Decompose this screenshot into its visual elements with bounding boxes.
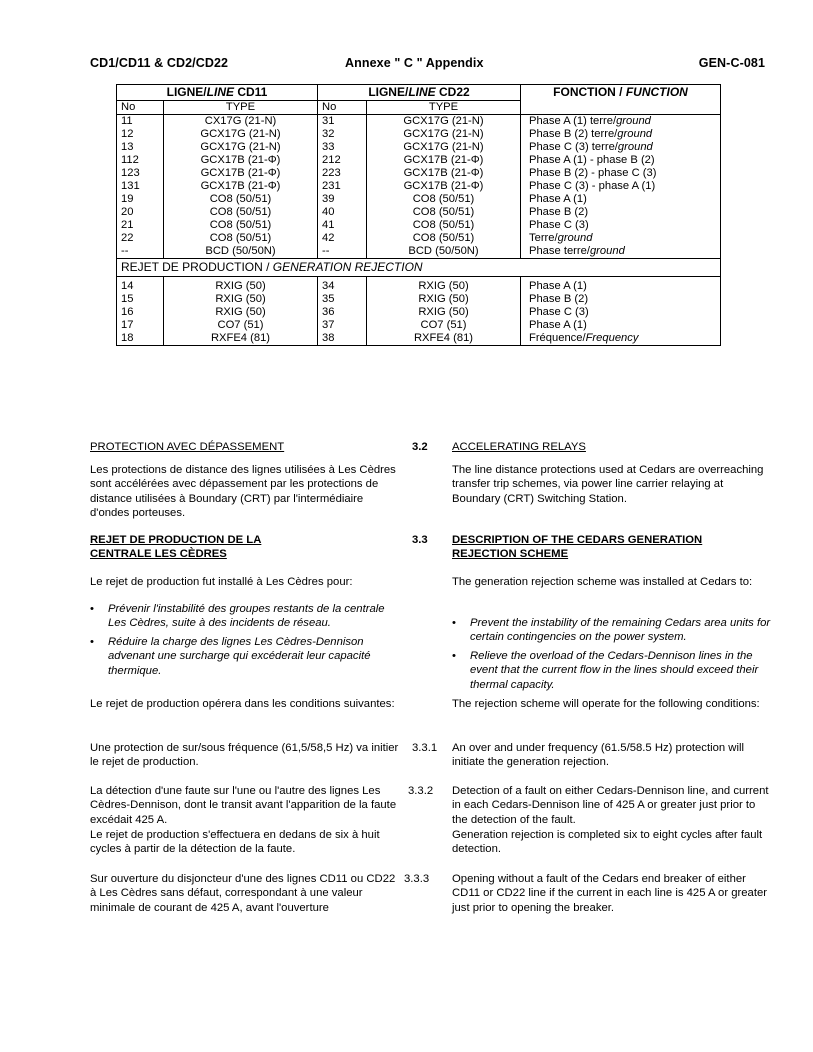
table-row <box>117 319 721 332</box>
cell-cd11-type: CO7 (51) <box>164 319 318 332</box>
relay-table <box>116 84 721 346</box>
cell-cd11-type: BCD (50/50N) <box>164 245 318 259</box>
en-paragraph-accelerating: The line distance protections used at Cedars are overreaching transfer trip schemes, via power line carrier relaying at Boundary (CRT) Switching Station. <box>452 464 764 505</box>
cell-cd11-type: CO8 (50/51) <box>164 232 318 245</box>
cell-cd11-type: GCX17G (21-N) <box>164 141 318 154</box>
table-row <box>117 332 721 346</box>
cell-cd11-type: GCX17B (21-Φ) <box>164 180 318 193</box>
cell-cd22-number: 33 <box>318 141 367 154</box>
en-paragraph-fault-detection: Detection of a fault on either Cedars-Dennison line, and current in each Cedars-Dennison line of 425 A or greater just prior to the detection of the fault. <box>452 785 769 826</box>
cell-cd11-number: 21 <box>117 219 164 232</box>
cell-cd22-type: RXFE4 (81) <box>367 332 521 346</box>
header-appendix: Annexe " C " Appendix <box>345 56 484 70</box>
fr-paragraph-timing: Le rejet de production s'effectuera en dedans de six à huit cycles à partir de la détection de la faute. <box>90 829 380 856</box>
table-row <box>117 206 721 219</box>
cell-function: Phase C (3) <box>521 306 721 319</box>
en-bullet-item: • Prevent the instability of the remaining Cedars area units for certain contingencies on the power system. <box>452 616 772 645</box>
cell-cd22-type: CO8 (50/51) <box>367 193 521 206</box>
table-row <box>117 193 721 206</box>
cell-cd22-number: 36 <box>318 306 367 319</box>
cell-function: Fréquence/Frequency <box>521 332 721 346</box>
cell-cd11-type: CO8 (50/51) <box>164 206 318 219</box>
cell-cd22-type: RXIG (50) <box>367 277 521 294</box>
cell-cd22-number: 31 <box>318 115 367 129</box>
en-paragraph-conditions: The rejection scheme will operate for the following conditions: <box>452 698 760 710</box>
table-row <box>117 245 721 259</box>
cell-cd11-number: 22 <box>117 232 164 245</box>
cell-cd11-type: RXIG (50) <box>164 306 318 319</box>
cell-cd22-type: CO8 (50/51) <box>367 206 521 219</box>
en-bullet-list <box>452 616 772 696</box>
cell-function: Phase A (1) <box>521 319 721 332</box>
table-row <box>117 306 721 319</box>
col-head-function: FONCTION / FUNCTION <box>521 85 721 115</box>
cell-function: Phase B (2) <box>521 206 721 219</box>
cell-cd11-number: 112 <box>117 154 164 167</box>
cell-cd11-number: 17 <box>117 319 164 332</box>
col-head-line-cd11: LIGNE/LINE CD11 <box>117 85 318 101</box>
section-number-3-2: 3.2 <box>412 441 428 453</box>
cell-cd22-type: GCX17B (21-Φ) <box>367 180 521 193</box>
section-number-3-3-1: 3.3.1 <box>412 742 438 754</box>
cell-cd11-number: 20 <box>117 206 164 219</box>
cell-function: Phase B (2) terre/ground <box>521 128 721 141</box>
cell-cd11-type: GCX17G (21-N) <box>164 128 318 141</box>
cell-cd11-number: 13 <box>117 141 164 154</box>
cell-cd11-type: CX17G (21-N) <box>164 115 318 129</box>
cell-cd11-number: 14 <box>117 277 164 294</box>
cell-cd22-type: CO7 (51) <box>367 319 521 332</box>
cell-cd22-number: 32 <box>318 128 367 141</box>
cell-cd22-number: 40 <box>318 206 367 219</box>
cell-cd22-type: BCD (50/50N) <box>367 245 521 259</box>
cell-function: Phase A (1) <box>521 193 721 206</box>
section-number-3-3-2: 3.3.2 <box>408 785 434 797</box>
cell-function: Phase C (3) <box>521 219 721 232</box>
cell-function: Phase A (1) terre/ground <box>521 115 721 129</box>
section-row-generation-rejection: REJET DE PRODUCTION / GENERATION REJECTION <box>117 259 721 277</box>
cell-cd11-type: CO8 (50/51) <box>164 193 318 206</box>
section-number-3-3: 3.3 <box>412 534 428 546</box>
cell-function: Phase terre/ground <box>521 245 721 259</box>
col-head-line-cd22: LIGNE/LINE CD22 <box>318 85 521 101</box>
en-paragraph-intro: The generation rejection scheme was installed at Cedars to: <box>452 576 753 588</box>
cell-cd22-number: 42 <box>318 232 367 245</box>
cell-cd11-number: -- <box>117 245 164 259</box>
fr-bullet-item: • Prévenir l'instabilité des groupes restants de la centrale Les Cèdres, suite à des incidents de réseau. <box>90 602 400 631</box>
en-paragraph-breaker: Opening without a fault of the Cedars end breaker of either CD11 or CD22 line if the current in each line is 425 A or greater just prior to opening the breaker. <box>452 873 768 914</box>
cell-function: Phase C (3) terre/ground <box>521 141 721 154</box>
cell-cd22-type: RXIG (50) <box>367 306 521 319</box>
cell-cd11-number: 19 <box>117 193 164 206</box>
cell-cd22-number: 38 <box>318 332 367 346</box>
cell-function: Phase B (2) - phase C (3) <box>521 167 721 180</box>
cell-cd11-number: 131 <box>117 180 164 193</box>
cell-cd22-type: RXIG (50) <box>367 293 521 306</box>
cell-cd11-type: RXFE4 (81) <box>164 332 318 346</box>
col-head-type-cd22: TYPE <box>367 101 521 115</box>
col-head-no-cd22: No <box>318 101 367 115</box>
fr-paragraph-conditions: Le rejet de production opérera dans les conditions suivantes: <box>90 698 395 710</box>
en-heading-accelerating: ACCELERATING RELAYS <box>452 441 586 453</box>
cell-cd22-type: CO8 (50/51) <box>367 232 521 245</box>
cell-cd22-type: GCX17B (21-Φ) <box>367 167 521 180</box>
col-head-type-cd11: TYPE <box>164 101 318 115</box>
fr-paragraph-fault-detection: La détection d'une faute sur l'une ou l'autre des lignes Les Cèdres-Dennison, dont le transit avant l'apparition de la faute excédait 425 A. <box>90 785 397 826</box>
en-heading-rejection-scheme: DESCRIPTION OF THE CEDARS GENERATION REJECTION SCHEME <box>452 534 703 561</box>
cell-cd11-number: 12 <box>117 128 164 141</box>
cell-cd22-type: GCX17G (21-N) <box>367 141 521 154</box>
col-head-no-cd11: No <box>117 101 164 115</box>
en-paragraph-timing: Generation rejection is completed six to eight cycles after fault detection. <box>452 829 763 856</box>
cell-cd22-number: -- <box>318 245 367 259</box>
cell-cd11-type: RXIG (50) <box>164 293 318 306</box>
cell-function: Phase B (2) <box>521 293 721 306</box>
table-row <box>117 277 721 294</box>
cell-function: Terre/ground <box>521 232 721 245</box>
fr-paragraph-frequency: Une protection de sur/sous fréquence (61,5/58,5 Hz) va initier le rejet de production. <box>90 742 399 769</box>
header-doc-number: GEN-C-081 <box>698 56 765 70</box>
cell-cd22-type: GCX17G (21-N) <box>367 128 521 141</box>
table-row <box>117 180 721 193</box>
cell-cd11-number: 15 <box>117 293 164 306</box>
fr-heading-generation-rejection: REJET DE PRODUCTION DE LA CENTRALE LES CÈDRES <box>90 534 262 561</box>
header-circuits: CD1/CD11 & CD2/CD22 <box>90 56 229 70</box>
cell-cd22-number: 37 <box>318 319 367 332</box>
fr-bullet-list <box>90 602 400 682</box>
cell-cd22-number: 34 <box>318 277 367 294</box>
cell-function: Phase A (1) - phase B (2) <box>521 154 721 167</box>
en-paragraph-frequency: An over and under frequency (61.5/58.5 Hz) protection will initiate the generation rejection. <box>452 742 744 769</box>
cell-cd22-number: 231 <box>318 180 367 193</box>
cell-cd22-number: 41 <box>318 219 367 232</box>
table-row <box>117 141 721 154</box>
cell-function: Phase A (1) <box>521 277 721 294</box>
table-row <box>117 115 721 129</box>
en-bullet-item: • Relieve the overload of the Cedars-Dennison lines in the event that the current flow in the lines should exceed their thermal capacity. <box>452 649 772 692</box>
cell-cd22-type: GCX17G (21-N) <box>367 115 521 129</box>
cell-cd11-type: GCX17B (21-Φ) <box>164 167 318 180</box>
cell-cd11-number: 123 <box>117 167 164 180</box>
cell-cd11-number: 11 <box>117 115 164 129</box>
cell-cd22-type: GCX17B (21-Φ) <box>367 154 521 167</box>
table-row <box>117 219 721 232</box>
cell-cd11-type: GCX17B (21-Φ) <box>164 154 318 167</box>
fr-paragraph-breaker: Sur ouverture du disjoncteur d'une des lignes CD11 ou CD22 à Les Cèdres sans défaut, correspondant à une valeur minimale de courant de 425 A, avant l'ouverture <box>90 873 396 914</box>
cell-cd22-number: 35 <box>318 293 367 306</box>
table-row <box>117 232 721 245</box>
fr-paragraph-overreaching: Les protections de distance des lignes utilisées à Les Cèdres sont accélérées avec dépassement par les protections de distance utilisées à Boundary (CRT) par l'intermédiaire d'ondes porteuses. <box>90 464 396 520</box>
table-row <box>117 293 721 306</box>
table-row <box>117 154 721 167</box>
cell-cd22-number: 223 <box>318 167 367 180</box>
cell-cd11-number: 16 <box>117 306 164 319</box>
cell-cd11-type: CO8 (50/51) <box>164 219 318 232</box>
cell-cd22-number: 39 <box>318 193 367 206</box>
table-row <box>117 128 721 141</box>
cell-cd22-type: CO8 (50/51) <box>367 219 521 232</box>
table-row <box>117 167 721 180</box>
cell-cd11-type: RXIG (50) <box>164 277 318 294</box>
cell-cd22-number: 212 <box>318 154 367 167</box>
fr-heading-overreaching: PROTECTION AVEC DÉPASSEMENT <box>90 441 285 453</box>
fr-bullet-item: • Réduire la charge des lignes Les Cèdres-Dennison advenant une surcharge qui excéderait leur capacité thermique. <box>90 635 400 678</box>
fr-paragraph-intro: Le rejet de production fut installé à Les Cèdres pour: <box>90 576 353 588</box>
cell-cd11-number: 18 <box>117 332 164 346</box>
cell-function: Phase C (3) - phase A (1) <box>521 180 721 193</box>
section-number-3-3-3: 3.3.3 <box>404 873 430 885</box>
